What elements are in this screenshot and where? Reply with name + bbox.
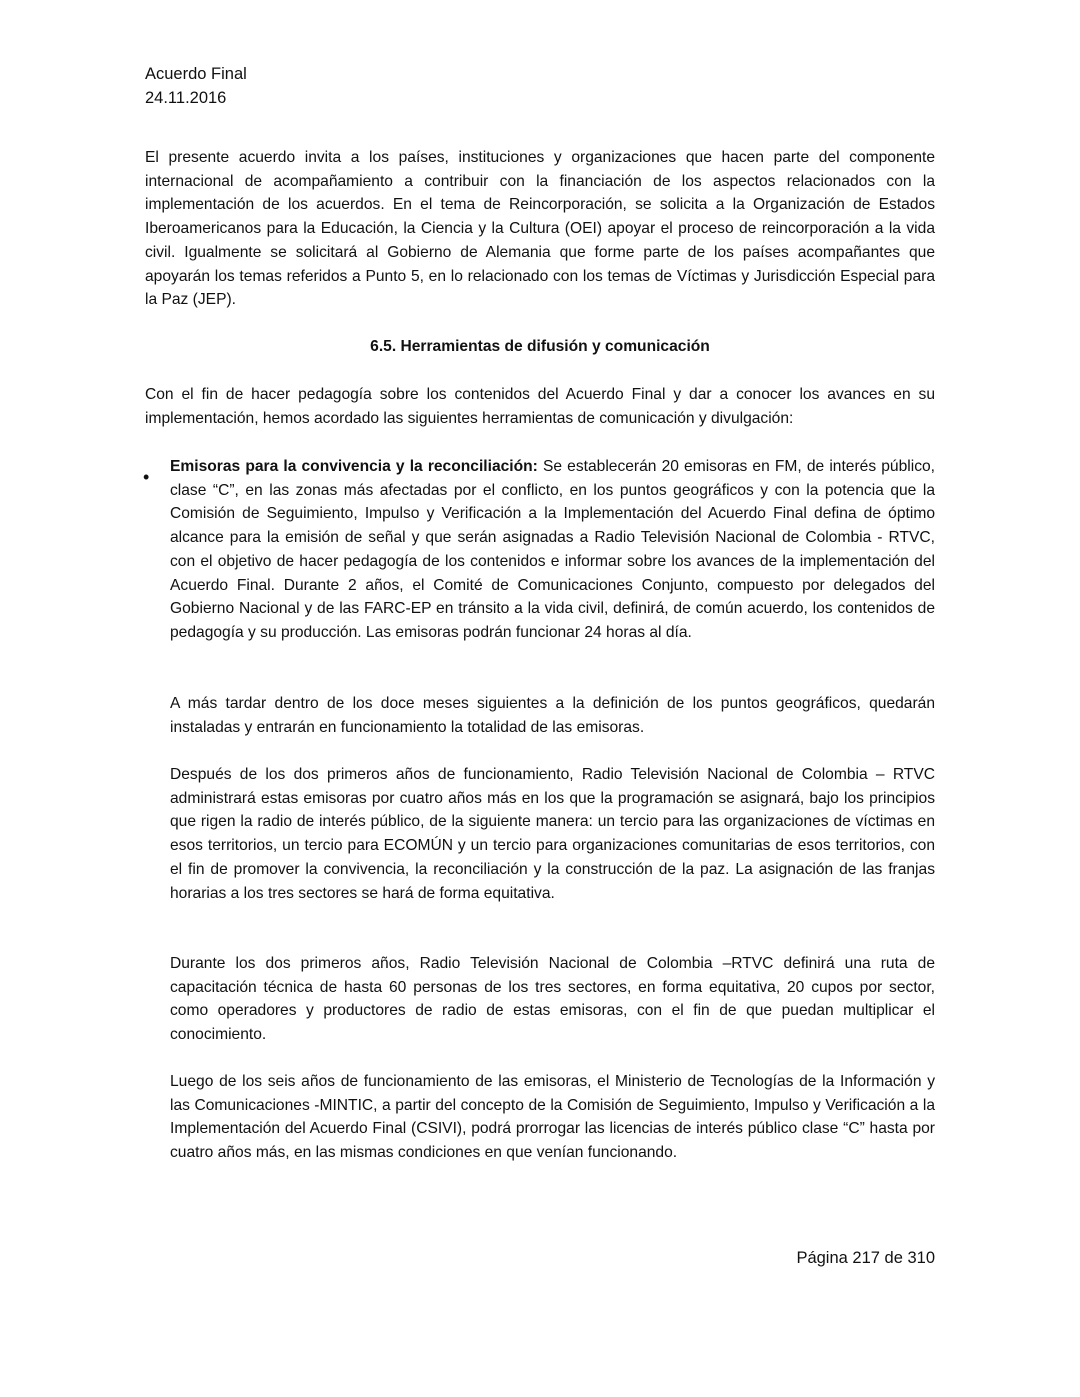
document-title: Acuerdo Final [145, 65, 247, 83]
paragraph-intro: Con el fin de hacer pedagogía sobre los contenidos del Acuerdo Final y dar a conocer los avances en su implementación, hemos acordado las siguientes herramientas de comunicación y divulgación: [145, 386, 935, 427]
section-heading: 6.5. Herramientas de difusión y comunicación [370, 338, 710, 355]
sub-paragraph: Luego de los seis años de funcionamiento de las emisoras, el Ministerio de Tecnologías de la Información y las Comunicaciones -MINTIC, a partir del concepto de la Comisión de Seguimiento, Impulso y Verificación a la Implementación del Acuerdo Final (CSIVI), podrá prorrogar las licencias de interés público clase “C” hasta por cuatro años más, en las mismas condiciones en que venían funcionando. [170, 1073, 935, 1162]
bullet-text: Se establecerán 20 emisoras en FM, de interés público, clase “C”, en las zonas más afectadas por el conflicto, en los puntos geográficos y con la potencia que la Comisión de Seguimiento, Impulso y Verificación a la Implementación del Acuerdo Final defina de óptimo alcance para la emisión de señal y que serán asignadas a Radio Televisión Nacional de Colombia - RTVC, con el objetivo de hacer pedagogía de los contenidos e informar sobre los avances de la implementación del Acuerdo Final. Durante 2 años, el Comité de Comunicaciones Conjunto, compuesto por delegados del Gobierno Nacional y de las FARC-EP en tránsito a la vida civil, definirá, de común acuerdo, los contenidos de pedagogía y su producción. Las emisoras podrán funcionar 24 horas al día. [170, 458, 935, 641]
bullet-item-emisoras [170, 455, 935, 645]
sub-paragraph: A más tardar dentro de los doce meses siguientes a la definición de los puntos geográficos, quedarán instaladas y entrarán en funcionamiento la totalidad de las emisoras. [170, 695, 935, 736]
sub-paragraph: Durante los dos primeros años, Radio Televisión Nacional de Colombia –RTVC definirá una ruta de capacitación técnica de hasta 60 personas de los tres sectores, en forma equitativa, 20 cupos por sector, como operadores y productores de radio de estas emisoras, con el fin de que puedan multiplicar el conocimiento. [170, 955, 935, 1044]
page-number: Página 217 de 310 [796, 1249, 935, 1267]
bullet-title: Emisoras para la convivencia y la reconciliación: [170, 458, 538, 475]
sub-paragraph: Después de los dos primeros años de funcionamiento, Radio Televisión Nacional de Colombia – RTVC administrará estas emisoras por cuatro años más en los que la programación se asignará, bajo los principios que rigen la radio de interés público, de la siguiente manera: un tercio para las organizaciones de víctimas en esos territorios, un tercio para ECOMÚN y un tercio para organizaciones comunitarias de esos territorios, con el fin de promover la convivencia, la reconciliación y la construcción de la paz. La asignación de las franjas horarias a los tres sectores se hará de forma equitativa. [170, 766, 935, 902]
document-date: 24.11.2016 [145, 89, 227, 107]
bullet-icon: • [143, 467, 150, 487]
paragraph-funding: El presente acuerdo invita a los países, instituciones y organizaciones que hacen parte del componente internacional de acompañamiento a contribuir con la financiación de los aspectos relacionados con la implementación de los acuerdos. En el tema de Reincorporación, se solicita a la Organización de Estados Iberoamericanos para la Educación, la Ciencia y la Cultura (OEI) apoyar el proceso de reincorporación a la vida civil. Igualmente se solicitará al Gobierno de Alemania que forme parte de los países acompañantes que apoyarán los temas referidos a Punto 5, en lo relacionado con los temas de Víctimas y Jurisdicción Especial para la Paz (JEP). [145, 149, 935, 309]
